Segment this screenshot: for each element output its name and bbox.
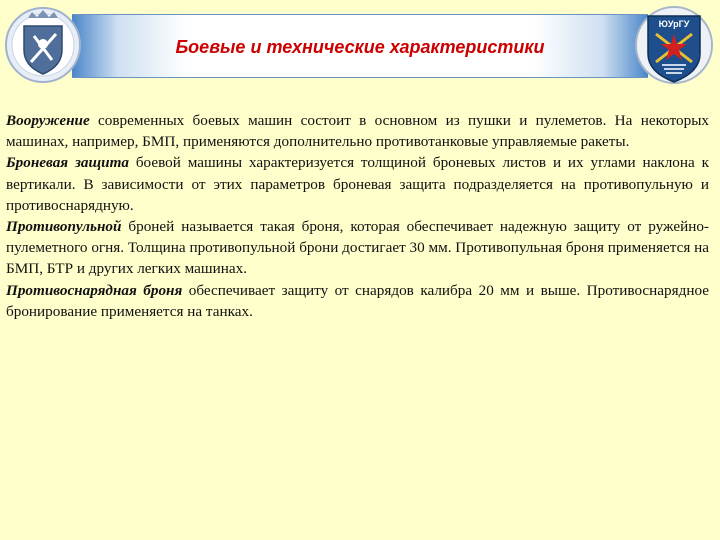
paragraph-text: современных боевых машин состоит в основном из пушки и пулеметов. На некоторых машинах, например, БМП, применяются дополнительно противотанковые управляемые ракеты. — [6, 112, 709, 151]
term-shellproof-armor: Противоснарядная броня — [6, 281, 183, 299]
university-emblem-icon — [634, 4, 714, 86]
paragraph-shellproof-armor — [6, 280, 709, 322]
paragraph-text: боевой машины характеризуется толщиной броневых листов и их углами наклона к вертикали. В зависимости от этих параметров броневая защита подразделяется на противопульную и противоснарядную. — [6, 154, 709, 214]
paragraph-armor-protection — [6, 152, 709, 216]
university-logo-text: ЮУрГУ — [658, 19, 690, 29]
paragraph-bulletproof-armor — [6, 216, 709, 280]
term-armament: Вооружение — [6, 112, 90, 129]
page-title: Боевые и технические характеристики — [175, 37, 545, 57]
term-armor-protection: Броневая защита — [6, 154, 129, 172]
term-bulletproof-armor: Противопульной — [6, 218, 122, 236]
faculty-emblem-icon — [4, 4, 82, 86]
paragraph-armament — [6, 110, 709, 152]
paragraph-text: обеспечивает защиту от снарядов калибра 20 мм и выше. Противоснарядное бронирование применяется на танках. — [6, 281, 709, 320]
header-bar — [72, 14, 648, 78]
paragraph-text: броней называется такая броня, которая обеспечивает надежную защиту от ружейно-пулеметного огня. Толщина противопульной брони достигает 30 мм. Противопульная броня применяется на БМП, БТР и других легких машинах. — [6, 218, 709, 278]
content-body — [6, 110, 709, 322]
